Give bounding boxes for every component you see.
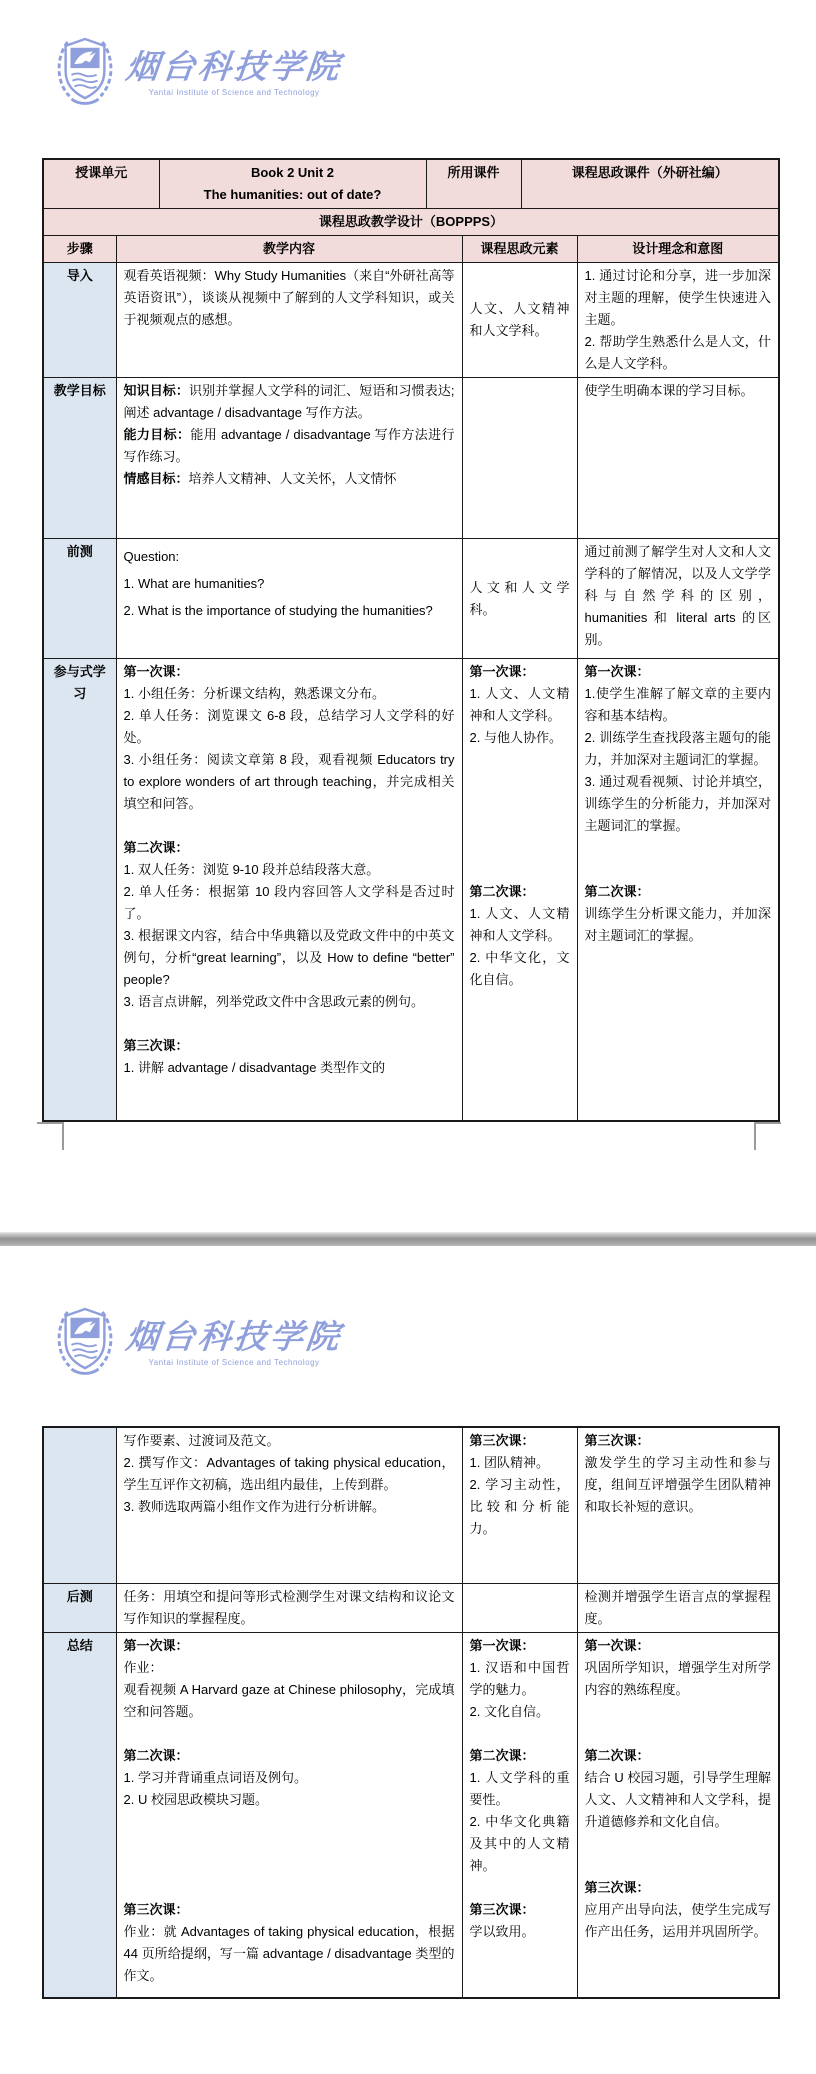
cell-paragraph (585, 1701, 772, 1723)
cell-paragraph: 第一次课： (584, 664, 650, 679)
cell-paragraph (470, 793, 570, 815)
cell-paragraph: 巩固所学知识，增强学生对所学内容的熟练程度。 (584, 1659, 772, 1697)
column-header-content: 教学内容 (116, 236, 462, 263)
cell-paragraph: 使学生明确本课的学习目标。 (584, 383, 754, 398)
cell-paragraph: 写作要素、过渡词及范文。 (123, 1433, 280, 1448)
teaching-content-cell (116, 263, 462, 378)
cell-paragraph: 2. 学习主动性，比较和分析能力。 (469, 1477, 570, 1536)
ideology-elements-cell (462, 539, 577, 659)
cell-paragraph: 2. 训练学生查找段落主题句的能力，并加深对主题词汇的掌握。 (584, 730, 772, 767)
cell-paragraph: 1. 讲解 advantage / disadvantage 类型作文的 (123, 1060, 386, 1075)
cell-paragraph: 1. 学习并背诵重点词语及例句。 (123, 1769, 307, 1785)
cell-paragraph: 第二次课： (123, 1747, 189, 1763)
cell-paragraph: 导入 (66, 268, 93, 283)
cell-paragraph: 2. 单人任务：根据第 10 段内容回答人文学科是否过时了。 (123, 884, 455, 921)
cell-paragraph: 总结 (66, 1637, 93, 1653)
column-header-design: 设计理念和意图 (577, 236, 779, 263)
column-header-step: 步骤 (43, 236, 116, 263)
ideology-elements-cell (462, 1427, 577, 1583)
cell-paragraph (470, 815, 570, 837)
cell-paragraph (585, 859, 772, 881)
cell-paragraph: 第二次课： (123, 840, 189, 855)
unit-title: The humanities: out of date? (203, 187, 382, 202)
cell-paragraph (585, 1833, 772, 1855)
cell-paragraph (470, 771, 570, 793)
cell-paragraph (470, 1723, 570, 1745)
cell-paragraph: 第一次课： (584, 1637, 650, 1653)
unit-label-cell: 授课单元 (43, 159, 159, 209)
cell-paragraph: 第三次课： (584, 1433, 650, 1448)
cell-paragraph (470, 859, 570, 881)
design-intent-cell (577, 378, 779, 539)
cell-paragraph (124, 1855, 455, 1877)
school-emblem-icon (54, 36, 116, 106)
design-title-row (43, 209, 779, 236)
cell-paragraph: 1.使学生准解了解文章的主要内容和基本结构。 (584, 686, 772, 723)
page-margin-corner-mark (37, 1122, 64, 1150)
cell-paragraph: 第三次课： (469, 1901, 535, 1917)
cell-paragraph: 观看英语视频：Why Study Humanities（来自“外研社高等英语资讯”），谈谈从视频中了解到的人文学科知识，或关于视频观点的感想。 (123, 268, 455, 327)
school-logo (54, 1306, 345, 1376)
cell-paragraph: 第二次课： (469, 1747, 535, 1763)
cell-paragraph (124, 1877, 455, 1899)
school-name-chinese: 烟台科技学院 (124, 1317, 345, 1356)
cell-paragraph (585, 837, 772, 859)
cell-paragraph: 参与式学习 (53, 664, 106, 701)
cell-paragraph: 第一次课： (469, 664, 535, 679)
unit-header-row (43, 159, 779, 209)
column-header-ideology: 课程思政元素 (462, 236, 577, 263)
cell-paragraph: 1. 汉语和中国哲学的魅力。 (469, 1659, 570, 1697)
school-emblem-icon (54, 1306, 116, 1376)
cell-paragraph (124, 1833, 455, 1855)
cell-paragraph: 观看视频 A Harvard gaze at Chinese philosophy，完成填空和问答题。 (123, 1681, 455, 1719)
cell-paragraph: 作业：就 Advantages of taking physical education，根据 44 页所给提纲，写一篇 advantage / disadvantage 类型的作文。 (123, 1923, 455, 1983)
cell-paragraph: 1. 人文、人文精神和人文学科。 (469, 686, 570, 723)
cell-paragraph: 第二次课： (584, 884, 650, 899)
design-title-cell: 课程思政教学设计（BOPPPS） (43, 209, 779, 236)
cell-paragraph (470, 837, 570, 859)
cell-paragraph (124, 1811, 455, 1833)
design-intent-cell (577, 1583, 779, 1632)
step-cell (43, 263, 116, 378)
school-name-block (124, 45, 345, 97)
cell-paragraph: 1. 人文学科的重要性。 (469, 1769, 570, 1807)
table-row (43, 1583, 779, 1632)
cell-paragraph (470, 749, 570, 771)
page-margin-corner-mark (754, 1122, 781, 1150)
design-intent-cell (577, 659, 779, 1121)
cell-paragraph: 后测 (66, 1588, 93, 1604)
table-row (43, 659, 779, 1121)
cell-paragraph: 能力目标：能用 advantage / disadvantage 写作方法进行写作练习。 (123, 427, 455, 464)
cell-paragraph: 1. What are humanities? (123, 576, 265, 591)
table-row (43, 378, 779, 539)
school-name-chinese: 烟台科技学院 (124, 47, 345, 86)
cell-paragraph: 情感目标：培养人文精神、人文关怀，人文情怀 (123, 471, 397, 486)
cell-paragraph: 第一次课： (123, 1637, 189, 1653)
courseware-value-cell: 课程思政课件（外研社编） (521, 159, 779, 209)
cell-paragraph: 第三次课： (584, 1879, 650, 1895)
cell-paragraph (470, 1877, 570, 1899)
table-row (43, 263, 779, 378)
cell-paragraph: 2. 撰写作文：Advantages of taking physical education，学生互评作文初稿，选出组内最佳，上传到群。 (123, 1455, 455, 1492)
unit-title-cell (159, 159, 426, 209)
cell-paragraph: 3. 语言点讲解，列举党政文件中含思政元素的例句。 (123, 994, 424, 1009)
ideology-elements-cell (462, 1632, 577, 1998)
cell-paragraph: 1. 人文、人文精神和人文学科。 (469, 906, 570, 943)
cell-paragraph: 2. What is the importance of studying the humanities? (123, 603, 433, 618)
cell-paragraph: 作业： (123, 1659, 163, 1675)
cell-paragraph: 结合 U 校园习题，引导学生理解人文、人文精神和人文学科，提升道德修养和文化自信。 (584, 1769, 772, 1829)
design-intent-cell (577, 263, 779, 378)
cell-paragraph (124, 815, 455, 837)
cell-paragraph: 2. 单人任务：浏览课文 6-8 段，总结学习人文学科的好处。 (123, 708, 455, 745)
step-cell (43, 539, 116, 659)
ideology-elements-cell (462, 378, 577, 539)
cell-paragraph: 任务：用填空和提问等形式检测学生对课文结构和议论文写作知识的掌握程度。 (123, 1588, 455, 1626)
lesson-plan-table-page1 (42, 158, 780, 1122)
cell-paragraph (124, 1013, 455, 1035)
cell-paragraph: 人文和人文学科。 (469, 579, 570, 617)
table-row (43, 1632, 779, 1998)
cell-paragraph: 2. 中华文化典籍及其中的人文精神。 (469, 1813, 570, 1873)
teaching-content-cell (116, 539, 462, 659)
step-cell (43, 378, 116, 539)
cell-paragraph: 2. 文化自信。 (469, 1703, 549, 1719)
page-separator (0, 1232, 816, 1246)
cell-paragraph: 学以致用。 (469, 1923, 535, 1939)
step-cell (43, 659, 116, 1121)
cell-paragraph: 3. 通过观看视频、讨论并填空，训练学生的分析能力，并加深对主题词汇的掌握。 (584, 774, 772, 833)
cell-paragraph: 2. 中华文化，文化自信。 (469, 950, 570, 987)
cell-paragraph: 第三次课： (123, 1901, 189, 1917)
teaching-content-cell (116, 1583, 462, 1632)
cell-paragraph: 第三次课： (469, 1433, 535, 1448)
teaching-content-cell (116, 1632, 462, 1998)
cell-paragraph: 2. 帮助学生熟悉什么是人文，什么是人文学科。 (584, 334, 772, 371)
cell-paragraph (124, 1723, 455, 1745)
school-name-english: Yantai Institute of Science and Technology (148, 1358, 320, 1367)
cell-paragraph: 人文、人文精神和人文学科。 (469, 301, 570, 338)
school-name-block (124, 1315, 345, 1367)
cell-paragraph: 教学目标 (53, 383, 106, 398)
teaching-content-cell (116, 659, 462, 1121)
cell-paragraph: 1. 小组任务：分析课文结构，熟悉课文分布。 (123, 686, 385, 701)
cell-paragraph: 1. 双人任务：浏览 9-10 段并总结段落大意。 (123, 862, 380, 877)
step-cell (43, 1427, 116, 1583)
cell-paragraph: 2. 与他人协作。 (469, 730, 562, 745)
cell-paragraph: 3. 教师选取两篇小组作文作为进行分析讲解。 (123, 1499, 385, 1514)
step-cell (43, 1632, 116, 1998)
cell-paragraph: 应用产出导向法，使学生完成写作产出任务，运用并巩固所学。 (584, 1901, 772, 1939)
cell-paragraph: 激发学生的学习主动性和参与度，组间互评增强学生团队精神和取长补短的意识。 (584, 1455, 772, 1514)
cell-paragraph: 前测 (66, 544, 93, 559)
table-row (43, 539, 779, 659)
ideology-elements-cell (462, 263, 577, 378)
school-name-english: Yantai Institute of Science and Technology (148, 88, 320, 97)
cell-paragraph (585, 1855, 772, 1877)
cell-paragraph: 第二次课： (469, 884, 535, 899)
cell-paragraph: 3. 小组任务：阅读文章第 8 段，观看视频 Educators try to explore wonders of art through teaching，并完成相关填空和问答。 (123, 752, 455, 811)
cell-paragraph (585, 1723, 772, 1745)
cell-paragraph: Question: (123, 549, 180, 564)
design-intent-cell (577, 1632, 779, 1998)
school-logo (54, 36, 345, 106)
cell-paragraph: 训练学生分析课文能力，并加深对主题词汇的掌握。 (584, 906, 772, 943)
step-cell (43, 1583, 116, 1632)
cell-paragraph: 第二次课： (584, 1747, 650, 1763)
courseware-label-cell: 所用课件 (426, 159, 521, 209)
table-row (43, 1427, 779, 1583)
lesson-plan-table-page2 (42, 1426, 780, 1999)
cell-paragraph: 2. U 校园思政模块习题。 (123, 1791, 268, 1807)
cell-paragraph: 第一次课： (469, 1637, 535, 1653)
teaching-content-cell (116, 1427, 462, 1583)
cell-paragraph: 通过前测了解学生对人文和人文学科的了解情况，以及人文学学科与自然学科的区别，humanities 和 literal arts 的区别。 (584, 544, 772, 647)
column-header-row (43, 236, 779, 263)
unit-book: Book 2 Unit 2 (250, 165, 335, 180)
cell-paragraph: 1. 团队精神。 (469, 1455, 549, 1470)
cell-paragraph: 1. 通过讨论和分享，进一步加深对主题的理解，使学生快速进入主题。 (584, 268, 772, 327)
design-intent-cell (577, 1427, 779, 1583)
ideology-elements-cell (462, 1583, 577, 1632)
teaching-content-cell (116, 378, 462, 539)
cell-paragraph: 第一次课： (123, 664, 189, 679)
document-page-2 (0, 1246, 816, 2074)
design-intent-cell (577, 539, 779, 659)
cell-paragraph: 3. 根据课文内容，结合中华典籍以及党政文件中的中英文例句，分析“great learning”，以及 How to define “better” people? (123, 928, 455, 987)
cell-paragraph: 知识目标：识别并掌握人文学科的词汇、短语和习惯表达;阐述 advantage / disadvantage 写作方法。 (123, 383, 455, 420)
cell-paragraph: 检测并增强学生语言点的掌握程度。 (584, 1588, 772, 1626)
cell-paragraph: 第三次课： (123, 1038, 189, 1053)
ideology-elements-cell (462, 659, 577, 1121)
